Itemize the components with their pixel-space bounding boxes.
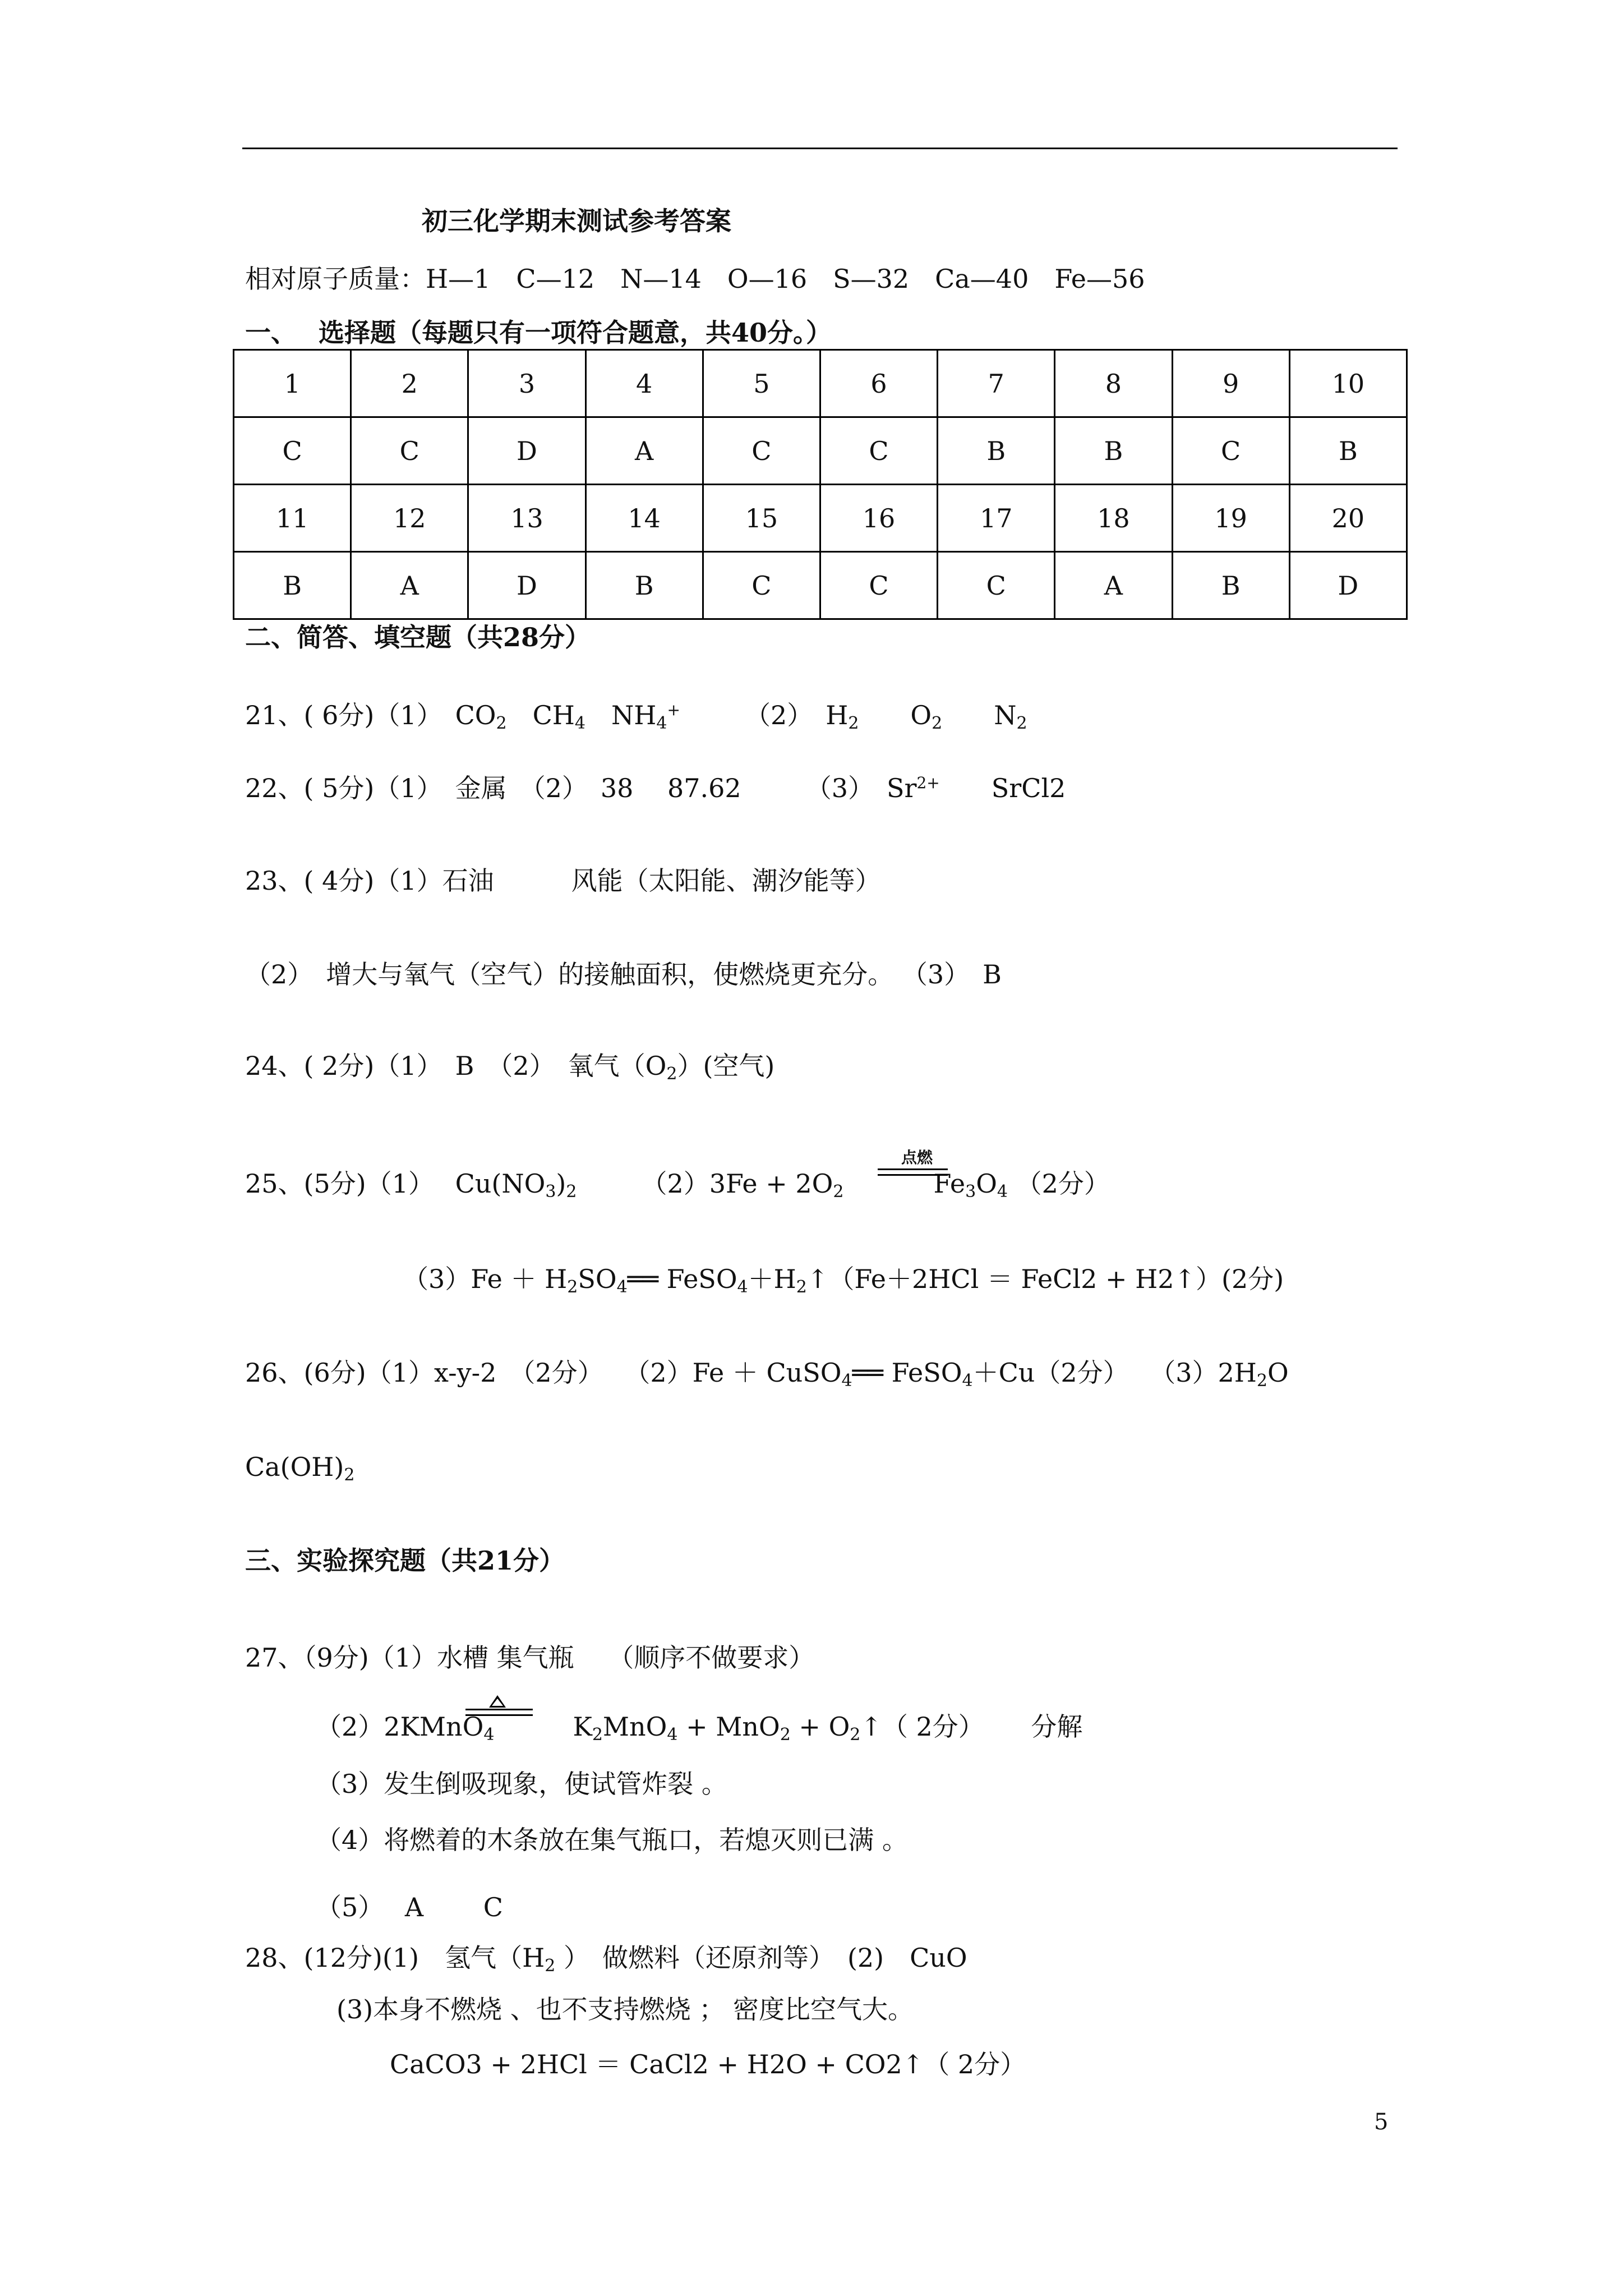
q28-answer-2: (3)本身不燃烧 、也不支持燃烧 ； 密度比空气大。	[336, 1994, 914, 2024]
table-cell: C	[703, 552, 820, 619]
table-cell: C	[820, 552, 937, 619]
heat-triangle-icon	[489, 1695, 506, 1708]
q25-answer-1: 25、(5分)（1） $Cu(NO_3)_2$ $(2)3Fe + 2O_2$ $Fe_3O_4$ （2分）	[245, 1168, 1110, 1202]
table-cell: D	[1289, 552, 1407, 619]
table-cell: 11	[234, 485, 351, 552]
table-cell: 16	[820, 485, 937, 552]
reaction-equals-sign	[465, 1709, 533, 1716]
table-cell: 15	[703, 485, 820, 552]
table-cell: 12	[351, 485, 468, 552]
q27-answer-2: （2）2KMnO$_4$ $K_2MnO_4 + MnO_2$ + $O_2↑$（ 2分） 分解	[316, 1711, 1083, 1745]
table-cell: 2	[351, 350, 468, 417]
ignite-condition-label: 点燃	[901, 1148, 933, 1167]
table-cell: 9	[1172, 350, 1289, 417]
table-row	[234, 552, 1407, 619]
table-row	[234, 417, 1407, 485]
table-cell: 14	[585, 485, 703, 552]
table-cell: C	[234, 417, 351, 485]
table-cell: 3	[468, 350, 585, 417]
table-cell: 7	[938, 350, 1055, 417]
q25-answer-2: $(3)Fe + H_2SO_4══$ $FeSO_4+H_2↑(Fe+2HCl$ ＝ FeCl2 + H2↑）(2分)	[403, 1264, 1284, 1297]
table-cell: 10	[1289, 350, 1407, 417]
table-cell: C	[351, 417, 468, 485]
table-cell: 6	[820, 350, 937, 417]
table-cell: 20	[1289, 485, 1407, 552]
table-cell: 8	[1055, 350, 1172, 417]
table-cell: 5	[703, 350, 820, 417]
q23-answer-1: 23、( 4分)（1）石油 风能（太阳能、潮汐能等）	[245, 866, 881, 896]
table-cell: 18	[1055, 485, 1172, 552]
q28-answer-3: CaCO3 + 2HCl ＝ CaCl2 + H2O + CO2↑（ 2分）	[390, 2049, 1026, 2079]
q27-answer-3: （3）发生倒吸现象，使试管炸裂 。	[316, 1769, 727, 1799]
table-cell: 1	[234, 350, 351, 417]
atomic-mass-line: 相对原子质量：H—1 C—12 N—14 O—16 S—32 Ca—40 Fe—56	[245, 264, 1145, 294]
table-row	[234, 350, 1407, 417]
table-cell: 13	[468, 485, 585, 552]
table-cell: C	[703, 417, 820, 485]
table-cell: A	[1055, 552, 1172, 619]
table-cell: D	[468, 552, 585, 619]
table-cell: A	[351, 552, 468, 619]
section3-heading: 三、实验探究题（共21分）	[245, 1545, 565, 1576]
table-row	[234, 485, 1407, 552]
table-cell: 17	[938, 485, 1055, 552]
table-cell: B	[1172, 552, 1289, 619]
q26-answer-2: $Ca(OH)_2$	[245, 1452, 355, 1485]
table-cell: C	[820, 417, 937, 485]
page-title: 初三化学期末测试参考答案	[422, 206, 731, 236]
page-number: 5	[1374, 2109, 1389, 2135]
q28-answer-1: 28、(12分)(1) 氢气（$H_2$ ） 做燃料（还原剂等） (2) CuO	[245, 1943, 967, 1976]
q27-answer-5: （5） A C	[316, 1892, 503, 1922]
table-cell: D	[468, 417, 585, 485]
table-cell: C	[938, 552, 1055, 619]
q23-answer-2: （2） 增大与氧气（空气）的接触面积，使燃烧更充分。 （3） B	[245, 959, 1002, 990]
q22-answer: 22、( 5分)（1） 金属 （2） 38 87.62 （3） $Sr^{2+}$ SrCl2	[245, 773, 1066, 803]
q24-answer: 24、( 2分)（1） B （2） 氧气$(O_2)$(空气)	[245, 1051, 775, 1084]
table-cell: A	[585, 417, 703, 485]
table-cell: 4	[585, 350, 703, 417]
section1-heading: 一、 选择题（每题只有一项符合题意，共40分。）	[245, 318, 832, 348]
reaction-equals-sign	[878, 1168, 948, 1176]
section2-heading: 二、简答、填空题（共28分）	[245, 622, 591, 652]
table-cell: B	[1289, 417, 1407, 485]
header-rule	[242, 148, 1398, 149]
table-cell: B	[1055, 417, 1172, 485]
table-cell: 19	[1172, 485, 1289, 552]
q27-answer-1: 27、（9分)（1）水槽 集气瓶 （顺序不做要求）	[245, 1642, 815, 1673]
q27-answer-4: （4）将燃着的木条放在集气瓶口，若熄灭则已满 。	[316, 1825, 908, 1855]
answer-table	[233, 349, 1408, 620]
table-cell: C	[1172, 417, 1289, 485]
q26-answer: 26、(6分)（1）x-y-2 （2分） （2）Fe ＋ CuSO$_4$══ FeSO$_4$＋Cu（2分） $(3)2H_2O$	[245, 1358, 1289, 1391]
table-cell: B	[234, 552, 351, 619]
table-cell: B	[938, 417, 1055, 485]
q21-answer: 21、( 6分)（1） $CO_2$ $CH_4$ $NH_4^+$ （2） $H_2$ $O_2$ $N_2$	[245, 700, 1027, 733]
table-cell: B	[585, 552, 703, 619]
